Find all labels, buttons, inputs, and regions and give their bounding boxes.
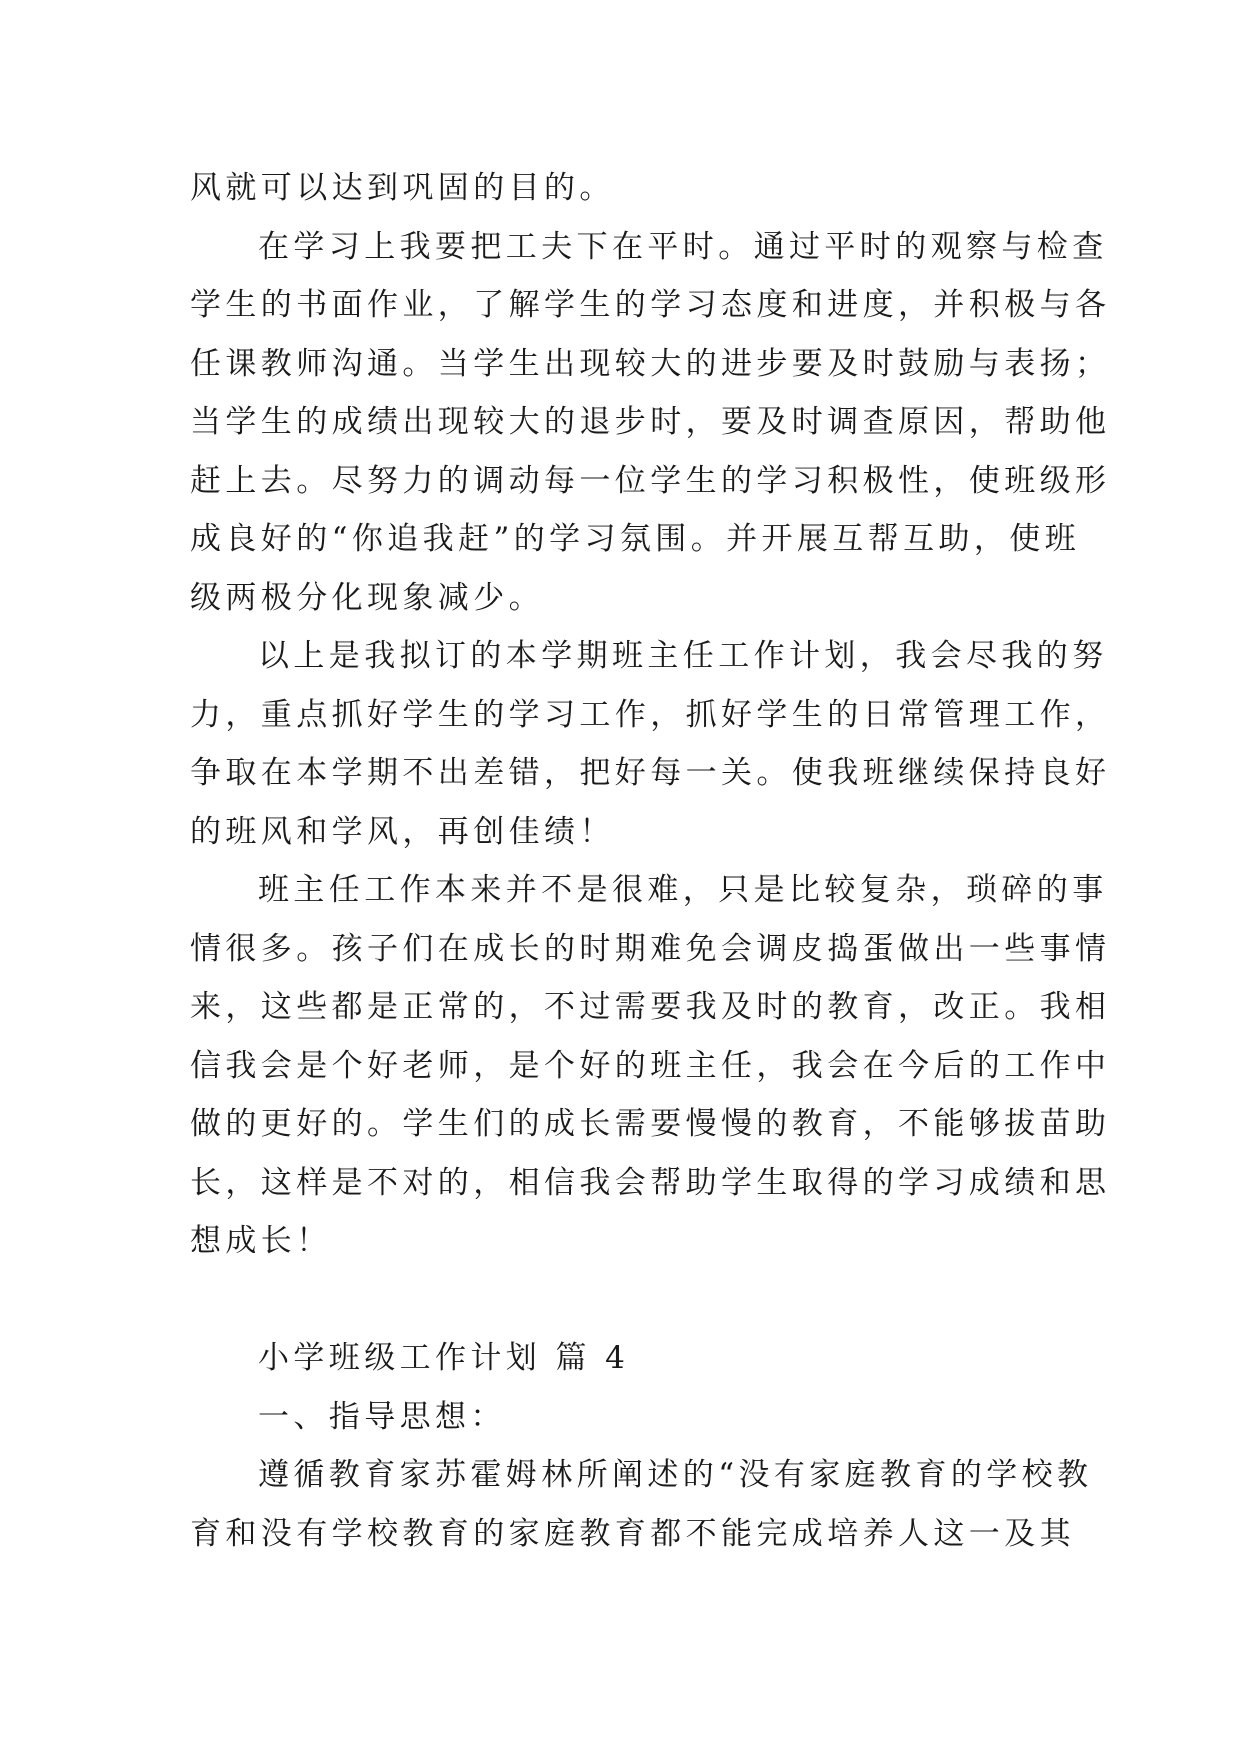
text-line: 风就可以达到巩固的目的。 [190,170,615,206]
paragraph-start-line: 在学习上我要把工夫下在平时。通过平时的观察与检查 [258,228,1108,265]
text-line: 来，这些都是正常的，不过需要我及时的教育，改正。我相 [190,989,1111,1025]
text-line: 信我会是个好老师，是个好的班主任，我会在今后的工作中 [190,1047,1111,1084]
paragraph-start-line: 班主任工作本来并不是很难，只是比较复杂，琐碎的事 [258,872,1108,908]
subsection-heading: 一、指导思想： [258,1398,506,1435]
text-line: 学生的书面作业，了解学生的学习态度和进度，并积极与各 [190,287,1111,323]
text-line: 育和没有学校教育的家庭教育都不能完成培养人这一及其 [190,1515,1075,1552]
section-heading: 小学班级工作计划 篇 4 [258,1340,630,1376]
blank-line [190,1271,1060,1330]
text-line: 想成长！ [190,1223,332,1259]
paragraph-start-line: 以上是我拟订的本学期班主任工作计划，我会尽我的努 [258,638,1108,674]
text-line: 赶上去。尽努力的调动每一位学生的学习积极性，使班级形 [190,462,1111,499]
text-line: 力，重点抓好学生的学习工作，抓好学生的日常管理工作， [190,696,1111,733]
text-line: 长，这样是不对的，相信我会帮助学生取得的学习成绩和思 [190,1164,1111,1201]
paragraph-start-line: 遵循教育家苏霍姆林所阐述的“没有家庭教育的学校教 [258,1457,1093,1493]
text-line: 的班风和学风，再创佳绩！ [190,813,615,850]
text-line: 成良好的“你追我赶”的学习氛围。并开展互帮互助，使班 [190,521,1081,557]
document-body [190,159,1111,1563]
text-line: 情很多。孩子们在成长的时期难免会调皮捣蛋做出一些事情 [190,930,1111,967]
text-line: 任课教师沟通。当学生出现较大的进步要及时鼓励与表扬； [190,345,1111,382]
text-line: 级两极分化现象减少。 [190,579,544,616]
text-line: 做的更好的。学生们的成长需要慢慢的教育，不能够拔苗助 [190,1106,1111,1142]
text-line: 争取在本学期不出差错，把好每一关。使我班继续保持良好 [190,755,1111,791]
text-line: 当学生的成绩出现较大的退步时，要及时调查原因，帮助他 [190,404,1111,440]
